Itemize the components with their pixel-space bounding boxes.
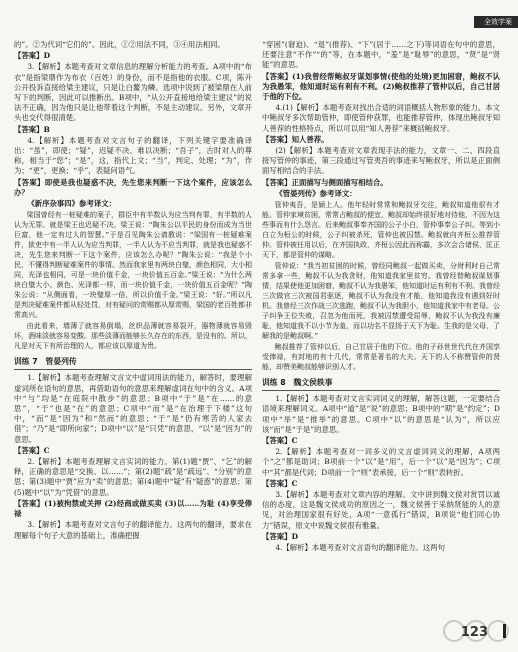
right-column: [262, 40, 500, 554]
left-para-1: 的”。②为代词“它们的”。因此，①②用法不同，③④用法相同。: [14, 40, 225, 49]
left-para-3: 4.【解析】本题考查对文言句子的翻译，下列关键字要准确译出：“虽”，即使；“疑”，迟疑不决、难以决断；“吾子”，古时对人的尊称，相当于“您”；“是”，这，指代上文；“当”，判定、处理；“为”，作为；“更”，更换；“乎”，表疑问语气。: [14, 135, 252, 176]
section-tab-label: 全效学案: [484, 18, 512, 26]
answer-4: 【答案】C: [14, 445, 50, 455]
answer-3: 【答案】即使是我也疑惑不决，先生您来判断一下这个案件，应该怎么办？: [14, 177, 252, 197]
answer-r6: 【答案】D: [262, 531, 298, 541]
right-para-1: “穿困”(窘迫)、“退”(推荐)、“下”(居于……之下)等词语在句中的意思，还要注意“不作”“的”等，在本题中，“羞”是“耻辱”的意思，“贤”是“贤能”的意思。: [262, 40, 500, 70]
answer-r1: 【答案】(1)我曾经帮鲍叔牙谋划事情(使他的处境)更加困窘，鲍叔不认为我愚笨，他知道时运有利有不利。(2)鲍叔推荐了管仲以后，自己甘居于他的下位。: [262, 71, 500, 102]
page-number: 123: [460, 625, 488, 640]
translation-left-2: 由此看来，墙薄了就容易倒塌，丝织品薄就容易裂开，器物薄就容易毁坏，酒味淡就容易变酸。那些淡薄而能够长久存在的东西，是没有的。所以，凡是对天下有所治理的人，都应该以厚道为贵。: [14, 322, 252, 351]
source-title-left: 《新序杂事四》参考译文：: [27, 199, 117, 209]
right-para-4: 1.【解析】本题考查对文言实词词义的理解，解答这题，一定要结合语境来理解词义。A项中“道”是“说”的意思；B项中的“期”是“约定”；D项中“举”是“推举”的意思。C项中“以”的意思是“认为”，所以应该“而”是“于是”的意思。: [262, 394, 500, 434]
answer-2: 【答案】B: [14, 124, 50, 134]
right-para-7: 4.【解析】本题考查对文言语句的翻译能力。这两句: [275, 543, 445, 553]
right-para-3: (2)【解析】本题考查对文章表现手法的能力，文章一、二、四段直接写管仲的事迹，第三段通过写管夷吾的事迹来写鲍叔牙，所以是正面侧面写相结合的手法。: [262, 146, 500, 176]
right-para-6: 3.【解析】本题考查对文章内容的理解。文中讲到魏文侯对赏罚以诚信的态度，这是魏文侯成功的原因之一，魏文侯善于采纳贤能的人的意见，对治理国家很有好处，A项“一意孤行”错误，B项说“他们同心协力”错误，原文中说魏文侯很有雅量。: [262, 490, 500, 530]
left-para-5: 2.【解析】本题考查理解文言实词的能力。第(1)题“贾”、“乞”的解释，正确的意思是“交换、以……”；第(2)题“疏”是“疏远”、“分别”的意思；第(3)题中“贾”应为“卖”的意思；第(4)题中“疑”有“疑惑”的意思；第(5)题中“以”为“凭借”的意思。: [14, 457, 252, 497]
translation-right-3: 鲍叔推荐了管仲以后，自己甘居于他的下位。他的子孙世世代代在齐国享受俸禄，有封地的有十几代，常常是著名的大夫。天下的人不称赞管仲的贤能，却赞美鲍叔能够识别人才。: [262, 343, 500, 372]
answer-r5: 【答案】C: [262, 478, 298, 488]
answer-r3: 【答案】正面描写与侧面描写相结合。: [262, 177, 388, 187]
right-para-5: 2.【解析】本题考查对一词多义的文言虚词词义的理解，A项两个“之”都是助词；B项前一个“以”是“用”，后一个“以”是“因为”；C项中“其”都是代词；D项前一个“则”表承接，后一个“则”表转折。: [262, 447, 500, 477]
left-column: [14, 40, 252, 542]
answer-5: 【答案】(1)被拘禁或关押 (2)经商或做买卖 (3)以……为耻 (4)享受俸禄: [14, 498, 252, 519]
section-heading-8: 训练 8 魏文侯轶事: [262, 378, 500, 391]
answer-1: 【答案】D: [14, 51, 50, 61]
left-para-2: 3.【解析】本题考查对文章信息的理解分析能力的考查。A项中的“布衣”是指梁鼎作为布衣（百姓）的身份，而不是指他的衣服。C项，陈升公开投诉直接给梁主建议，只是让白鳌为鳞。选项中说到了被梁鼎在人前写下的判断，因此可以推断出。B项中，“从公开直接地给梁主建议”的说法不正确，因为他只是让他带着这个判断，不是主动建议。另外，文章开头也交代得很清楚。: [14, 62, 252, 123]
source-title-right: 《管晏列传》参考译文：: [275, 188, 357, 198]
section-heading-7: 训练 7 管晏列传: [14, 357, 252, 370]
left-para-4: 1.【解析】本题考查理解文言文中虚词用法的能力，解答时，要理解虚词所在语句的意思，再借助语句的意思来理解虚词在句中的含义。A项中“与”均是“在庭院中散步”的意思；B项中“于”是“在……的意思”，“于”也是“在”的意思；C项中“而”是“在治理于下楼”这句中，“而”是“因为”和“然而”的意思；“于”是“仍有寒苦的人家去借”；“乃”是“即所向家”；D项中“以”是“只凭”的意思，“以”是“因为”的意思。: [14, 373, 252, 444]
right-para-2: 4.(1)【解析】本题考查对找出合适的词语概括人物形象的能力。本文中鲍叔牙多次帮助管仲，即使管仲获罪，也能推荐管仲，体现出鲍叔牙知人善荐的性格特点，所以可以用“知人善荐”来概括鲍叔牙。: [262, 103, 500, 133]
translation-right-2: 管仲说：“我当初贫困的时候，曾经同鲍叔一起做买卖，分财利时自己常常多拿一些，鲍叔不认为我贪财，他知道我家里贫穷。我曾经替鲍叔谋划事情，结果使他更加困窘，鲍叔不认为我愚笨，他知道时运有利有不利。我曾经三次做官三次被国君驱逐，鲍叔不认为我没有才能，他知道我没有遇到好时机。我曾经三次作战三次逃跑，鲍叔不认为我胆小，他知道我家中有老母。公子纠争王位失败，召忽为他而死，我被囚禁遭受屈辱，鲍叔不认为我没有廉耻，他知道我不以小节为羞，而以功名不显扬于天下为耻。生我的是父母，了解我的是鲍叔啊。”: [262, 262, 500, 341]
answer-r2: 【答案】知人善荐。: [262, 134, 329, 144]
translation-left: 梁国曾经有一桩疑难的案子，群臣中有半数认为应当判有罪，有半数的人认为无罪。就是梁王也迟疑不决。梁王说：“陶朱公以平民的身份而成为当世巨富，他一定有过人的智慧。”于是召见陶朱公请教说：“梁国有一桩疑难案件，狱吏中有一半人认为应当判罪，一半人认为不应当判罪，就是我也疑惑不决，先生您来判断一下这个案件，应该怎么办呢？”陶朱公说：“我是个小民，不懂得判断疑难案件的事情。然而我家里有两块白璧，颜色相同，大小相同，光泽也相同，可是一块价值千金，一块价值五百金。”梁王说：“为什么两块白璧大小、颜色、光泽都一样，而一块价值千金，一块价值五百金呢？”陶朱公说：“从侧面看，一块璧厚一倍，所以价值千金。”梁王说：“好。”所以凡是判决疑难案件都从轻处罚，对有疑问的赏赐都从厚赏赐，梁国的老百姓都非常高兴。: [14, 211, 252, 320]
translation-right: 管仲夷吾，是颍上人。他年轻时常常和鲍叔牙交往，鲍叔知道他很有才能。管仲家境贫困，常常占鲍叔的便宜，鲍叔却始终很好地对待他，不因为这些事而有什么怨言。后来鲍叔事奉齐国的公子小白，管仲事奉公子纠。等到小白立为桓公的时候，公子纠被杀死，管仲也被囚禁。鲍叔就向齐桓公推荐管仲。管仲被任用以后，在齐国执政，齐桓公因此而称霸，多次会合诸侯，匡正天下，都是管仲的谋略。: [262, 201, 500, 260]
page-edge-marker: [503, 624, 506, 638]
left-para-6: 3.【解析】本题考查对文言句子的翻译能力。这两句的翻译，要求在理解每个句子大意的基础上，准确把握: [14, 520, 252, 540]
answer-r4: 【答案】C: [262, 436, 298, 446]
